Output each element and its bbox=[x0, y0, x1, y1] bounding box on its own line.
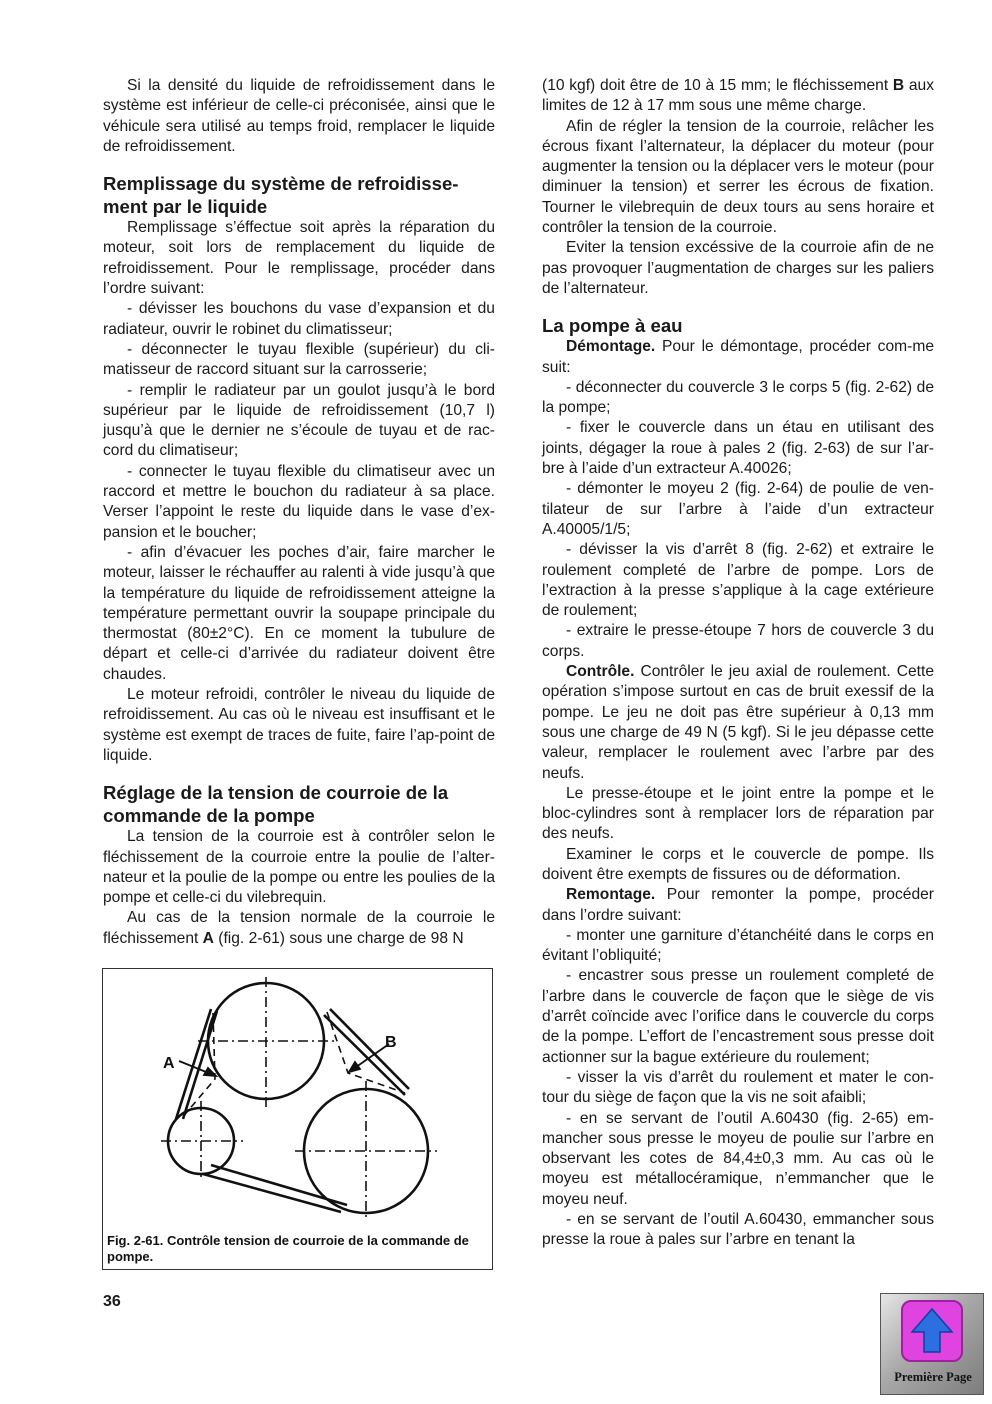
text-run-bold: A bbox=[202, 929, 214, 947]
list-item: - monter une garniture d’étanchéité dans le corps en évitant l’obliquité; bbox=[542, 926, 934, 965]
list-item: - déconnecter du couvercle 3 le corps 5 (fig. 2-62) de la pompe; bbox=[542, 378, 934, 417]
text-run-bold: Démontage. bbox=[566, 338, 656, 356]
text-run: Au cas de la tension normale de la courroie le fléchissement bbox=[103, 909, 495, 947]
deflected-belt-b bbox=[327, 1012, 405, 1093]
belt-segment bbox=[176, 1009, 211, 1119]
list-item: - démonter le moyeu 2 (fig. 2-64) de poulie de ven-tilateur de sur l’arbre à l’aide d’un extracteur A.40005/1/5; bbox=[542, 480, 934, 538]
text-run: Contrôler le jeu axial de roulement. Cette opération s’impose surtout en cas de bruit exessif de la pompe. Le jeu ne doit pas être supérieur à 0,13 mm sous une charge de 49 N (5 kgf). Si le jeu dépasse cette valeur, remplacer le roulement avec l’arbre par des neufs. bbox=[542, 663, 934, 782]
paragraph bbox=[542, 662, 934, 784]
section-heading-reglage: Réglage de la tension de courroie de la commande de la pompe bbox=[103, 782, 449, 827]
belt-segment bbox=[211, 1165, 347, 1205]
left-column bbox=[103, 76, 495, 949]
list-item: - afin d’évacuer les poches d’air, faire marcher le moteur, laisser le réchauffer au ralenti à vide jusqu’à que la température du liquide de refroidissement atteigne la température permettant ouvrir la soupape principale du thermostat (80±2°C). En ce moment la tubulure de départ et celle-ci d’arrivée du radiateur doivent être chaudes. bbox=[103, 543, 495, 683]
figure-caption: Fig. 2-61. Contrôle tension de courroie de la commande de pompe. bbox=[107, 1233, 469, 1264]
list-item: - encastrer sous presse un roulement completé de l’arbre dans le couvercle de façon que le siège de vis d’arrêt coïncide avec l’orifice dans le couvercle du corps de la pompe. L’effort de l’encastrement sous presse doit actionner sur la bague extérieure du roulement; bbox=[542, 967, 934, 1066]
text-run: (fig. 2-61) sous une charge de 98 N bbox=[213, 929, 464, 947]
list-item: - dévisser les bouchons du vase d’expansion et du radiateur, ouvrir le robinet du climatisseur; bbox=[103, 300, 495, 338]
paragraph bbox=[542, 885, 934, 926]
paragraph: Examiner le corps et le couvercle de pompe. Ils doivent être exempts de fissures ou de déformation. bbox=[542, 845, 934, 883]
paragraph: Si la densité du liquide de refroidissement dans le système est inférieur de celle-ci préconisée, ainsi que le véhicule sera utilisé au temps froid, remplacer le liquide de refroidissement. bbox=[103, 77, 495, 155]
belt-diagram bbox=[103, 969, 494, 1271]
list-item: - fixer le couvercle dans un étau en utilisant des joints, dégager la roue à pales 2 (fig. 2-63) de sur l’ar-bre à l’aide d’un extracteur A.40026; bbox=[542, 419, 934, 478]
page-number: 36 bbox=[103, 1293, 121, 1310]
text-run: aux limites de 12 à 17 mm sous une même charge. bbox=[542, 77, 934, 115]
paragraph bbox=[103, 908, 495, 949]
paragraph: Eviter la tension excéssive de la courroie afin de ne pas provoquer l’augmentation de charges sur les paliers de l’alternateur. bbox=[542, 239, 934, 297]
first-page-button[interactable] bbox=[880, 1293, 984, 1395]
belt-segment bbox=[330, 1009, 409, 1089]
paragraph: La tension de la courroie est à contrôler selon le fléchissement de la courroie entre la poulie de l’alter-nateur et la poulie de la pompe ou entre les poulies de la pompe et celle-ci du vilebrequin. bbox=[103, 828, 495, 907]
paragraph: Remplissage s’éffectue soit après la réparation du moteur, soit lors de remplacement du liquide de refroidissement. Pour le remplissage, procéder dans l’ordre suivant: bbox=[103, 219, 495, 298]
figure-belt-tension bbox=[102, 968, 493, 1270]
section-heading-remplissage: Remplissage du système de refroidisse-ment par le liquide bbox=[103, 173, 459, 218]
paragraph: Le moteur refroidi, contrôler le niveau du liquide de refroidissement. Au cas où le niveau est insuffisant et le système est exempt de traces de fuite, faire l’ap-point de liquide. bbox=[103, 686, 495, 764]
text-run-bold: Contrôle. bbox=[566, 663, 635, 681]
section-heading-pompe: La pompe à eau bbox=[542, 315, 683, 337]
paragraph: Le presse-étoupe et le joint entre la pompe et le bloc-cylindres sont à remplacer lors de réparation par des neufs. bbox=[542, 784, 934, 843]
first-page-label: Première Page bbox=[894, 1370, 972, 1384]
label-b: B bbox=[385, 1034, 397, 1051]
list-item: - connecter le tuyau flexible du climatiseur avec un raccord et mettre le bouchon du radiateur à sa place. Verser l’appoint le reste du liquide dans le vase d’ex-pansion et le boucher; bbox=[103, 462, 495, 541]
list-item: - remplir le radiateur par un goulot jusqu’à le bord supérieur par le liquide de refroidissement (10,7 l) jusqu’à que le dernier ne s’écoule de tuyau et de rac-cord du climatiseur; bbox=[103, 381, 495, 460]
text-run: (10 kgf) doit être de 10 à 15 mm; le fléchissement bbox=[542, 77, 893, 94]
paragraph bbox=[542, 76, 934, 117]
text-run-bold: B bbox=[892, 77, 905, 94]
paragraph bbox=[542, 337, 934, 378]
list-item: - en se servant de l’outil A.60430 (fig. 2-65) em-mancher sous presse le moyeu de poulie sur l’arbre en observant les cotes de 84,4±0,3 mm. Au cas où le moyeu est métallocéramique, n’emmancher que le moyeu neuf. bbox=[542, 1109, 934, 1208]
text-run: Pour le démontage, procéder com-me suit: bbox=[542, 338, 934, 376]
belt-segment bbox=[324, 1015, 405, 1095]
text-run: Pour remonter la pompe, procéder dans l’ordre suivant: bbox=[542, 886, 934, 924]
paragraph: Afin de régler la tension de la courroie, relâcher les écrous fixant l’alternateur, la déplacer du moteur (pour augmenter la tension ou la déplacer vers le moteur (pour diminuer la tension) et serrer les écrous de fixation. Tourner le vilebrequin de deux tours au sens horaire et contrôler la tension de la courroie. bbox=[542, 117, 934, 237]
list-item: - déconnecter le tuyau flexible (supérieur) du cli-matisseur de raccord situant sur la carrosserie; bbox=[103, 340, 495, 379]
text-run-bold: Remontage. bbox=[566, 886, 656, 904]
list-item: - visser la vis d’arrêt du roulement et mater le con-tour du siège de façon que la vis ne soit afaibli; bbox=[542, 1068, 934, 1107]
right-column bbox=[542, 76, 934, 1251]
label-a: A bbox=[163, 1055, 175, 1072]
arrow-up-icon[interactable] bbox=[901, 1300, 963, 1362]
list-item: - dévisser la vis d’arrêt 8 (fig. 2-62) et extraire le roulement completé de l’arbre de pompe. Lors de l’extraction à la presse s’applique à la cage extérieure de roulement; bbox=[542, 541, 934, 620]
list-item: - extraire le presse-étoupe 7 hors de couvercle 3 du corps. bbox=[542, 622, 934, 660]
list-item: - en se servant de l’outil A.60430, emmancher sous presse la roue à pales sur l’arbre en tenant la bbox=[542, 1211, 934, 1249]
